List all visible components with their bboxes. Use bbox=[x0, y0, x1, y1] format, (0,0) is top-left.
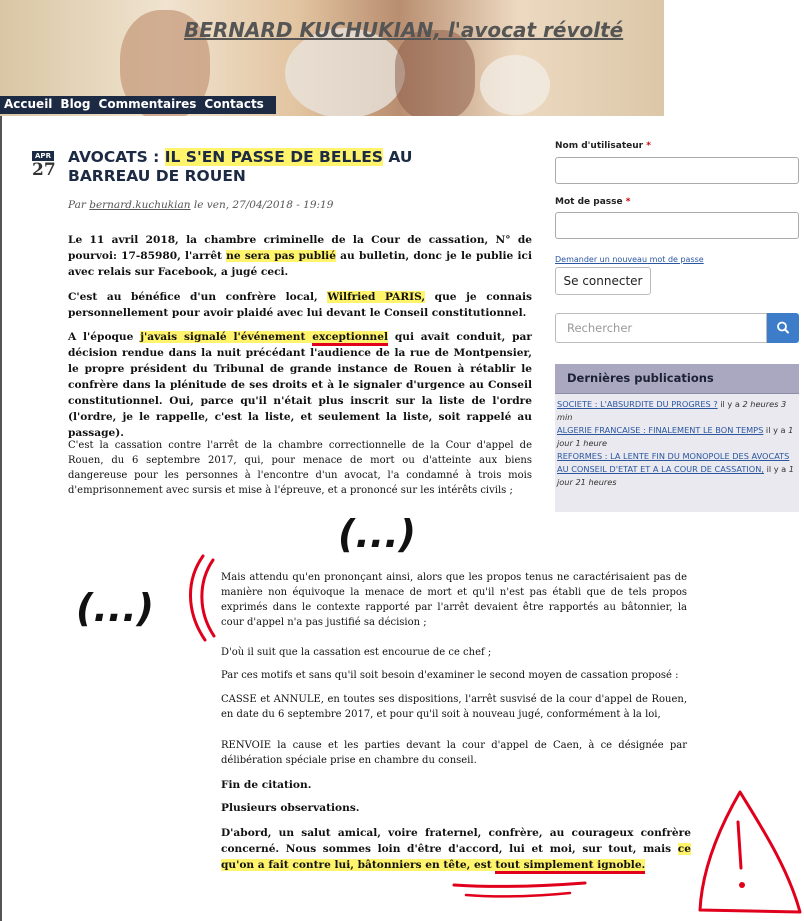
text: il y a bbox=[717, 399, 743, 409]
timestamp: 1 jour 21 heures bbox=[557, 464, 795, 487]
conclusion-paragraph bbox=[221, 825, 691, 873]
red-exclamation-dot bbox=[739, 882, 745, 888]
list-item bbox=[557, 424, 795, 450]
text: il y a bbox=[763, 425, 789, 435]
text: D'abord, un salut amical, voire fraternel, confrère, au courageux confrère concerné. Nous sommes loin d'être d'accord, lui et moi, sur tout, mais bbox=[221, 827, 691, 855]
required-mark: * bbox=[625, 197, 631, 207]
paragraph-3 bbox=[68, 329, 532, 441]
recent-post-link[interactable]: ALGERIE FRANCAISE : FINALEMENT LE BON TEMPS bbox=[557, 425, 764, 435]
date-month: APR bbox=[32, 151, 54, 161]
date-day: 27 bbox=[32, 160, 56, 180]
quote-paragraph: Fin de citation. bbox=[221, 779, 312, 791]
byline bbox=[68, 199, 333, 211]
quote-paragraph: CASSE et ANNULE, en toutes ses dispositions, l'arrêt susvisé de la cour d'appel de Rouen, en date du 6 septembre 2017, et pour qu'il soit à nouveau jugé, conformément à la loi, bbox=[221, 694, 687, 720]
username-input[interactable] bbox=[555, 157, 799, 184]
quote-paragraph: Par ces motifs et sans qu'il soit besoin d'examiner le second moyen de cassation proposé : bbox=[221, 670, 679, 681]
post-title-part: AU BARREAU DE ROUEN bbox=[68, 148, 413, 185]
highlighted-text: ce qu'on a fait contre lui, bâtonniers en tête, est bbox=[221, 843, 691, 871]
author-link[interactable]: bernard.kuchukian bbox=[89, 199, 191, 211]
main-nav bbox=[0, 96, 276, 114]
red-underline-annotation bbox=[454, 883, 585, 886]
nav-item-blog[interactable]: Blog bbox=[60, 97, 91, 111]
post-title-highlight: IL S'EN PASSE DE BELLES bbox=[164, 148, 383, 166]
banner-illustration bbox=[395, 30, 475, 116]
ellipsis-marker: (...) bbox=[338, 512, 417, 556]
site-title[interactable]: BERNARD KUCHUKIAN, l'avocat révolté bbox=[184, 18, 624, 42]
search-icon bbox=[767, 313, 799, 343]
text: Le 11 avril 2018, la chambre criminelle de la Cour de cassation, N° de pourvoi: 17-85980, l'arrêt bbox=[68, 234, 532, 262]
list-item bbox=[557, 450, 795, 489]
highlighted-text: Wilfried PARIS, bbox=[327, 291, 426, 303]
paragraph-4: C'est la cassation contre l'arrêt de la chambre correctionnelle de la Cour d'appel de Rouen, du 6 septembre 2017, qui, pour menace de mort ou d'atteinte aux biens dangereuse pour les personnes à l'encontre d'un avocat, l'a condamné à trois mois d'emprisonnement avec sursis et mise à l'épreuve, et a prononcé sur les intérêts civils ; bbox=[68, 440, 532, 496]
label-text: Nom d'utilisateur bbox=[555, 141, 644, 151]
highlighted-text: ne sera pas publié bbox=[226, 250, 336, 262]
required-mark: * bbox=[646, 141, 651, 151]
red-bracket-annotation bbox=[190, 556, 205, 640]
search-input[interactable]: Rechercher bbox=[555, 313, 767, 343]
highlighted-text: j'avais signalé l'événement bbox=[140, 331, 313, 343]
password-input[interactable] bbox=[555, 212, 799, 239]
highlighted-underlined-text: tout simplement ignoble. bbox=[495, 859, 645, 874]
post-title-part: AVOCATS : bbox=[68, 148, 165, 166]
username-label bbox=[555, 141, 651, 151]
text: au bulletin, donc je le publie ici avec relais sur Facebook, a jugé ceci. bbox=[68, 250, 532, 278]
banner-illustration bbox=[480, 55, 550, 115]
nav-item-accueil[interactable]: Accueil bbox=[4, 97, 53, 111]
byline-date: le ven, 27/04/2018 - 19:19 bbox=[190, 199, 334, 211]
recent-post-link[interactable]: SOCIETE : L'ABSURDITE DU PROGRES ? bbox=[557, 399, 718, 409]
text: qui avait conduit, par décision rendue dans la nuit précédant l'audience de la rue de Montpensier, le propre président du Tribunal de grande instance de Rouen à rétablir le confrère dans la plénitude de ses droits et à le signaler d'urgence au Conseil constitutionnel. Oui, parce qu'il n'était plus inscrit sur la liste de l'ordre (l'ordre, je le rappelle, c'est la liste, et seulement la liste, soit rappelé au passage). bbox=[68, 331, 532, 439]
recent-post-link[interactable]: REFORMES : LA LENTE FIN DU MONOPOLE DES AVOCATS AU CONSEIL D'ETAT ET A LA COUR DE CASSATION, bbox=[557, 451, 790, 474]
quote-paragraph: D'où il suit que la cassation est encourue de ce chef ; bbox=[221, 647, 492, 658]
page-border bbox=[0, 116, 2, 921]
red-underline-annotation bbox=[466, 893, 570, 896]
text: que je connais personnellement pour avoir plaidé avec lui devant le Conseil constitutionnel. bbox=[68, 291, 532, 319]
password-label bbox=[555, 197, 630, 207]
timestamp: 1 jour 1 heure bbox=[557, 425, 794, 448]
quote-paragraph: RENVOIE la cause et les parties devant la cour d'appel de Caen, à ce désignée par délibération spéciale prise en chambre du conseil. bbox=[221, 740, 687, 766]
text: il y a bbox=[763, 464, 789, 474]
red-exclamation-triangle-icon bbox=[700, 792, 800, 912]
red-exclamation-mark bbox=[738, 822, 741, 868]
label-text: Mot de passe bbox=[555, 197, 623, 207]
date-badge bbox=[32, 151, 54, 179]
search-button[interactable] bbox=[767, 313, 799, 343]
recent-posts-block bbox=[555, 364, 799, 512]
byline-prefix: Par bbox=[68, 199, 90, 211]
recent-posts-title: Dernières publications bbox=[555, 364, 799, 394]
quote-paragraph: Plusieurs observations. bbox=[221, 802, 360, 814]
header-banner bbox=[0, 0, 664, 116]
list-item bbox=[557, 398, 795, 424]
text: C'est au bénéfice d'un confrère local, bbox=[68, 291, 328, 303]
forgot-password-link[interactable]: Demander un nouveau mot de passe bbox=[555, 255, 704, 264]
nav-item-commentaires[interactable]: Commentaires bbox=[98, 97, 197, 111]
red-bracket-annotation bbox=[202, 560, 214, 636]
paragraph-2 bbox=[68, 289, 532, 321]
post-title[interactable] bbox=[68, 148, 468, 186]
login-button[interactable]: Se connecter bbox=[555, 267, 651, 295]
highlighted-underlined-text: exceptionnel bbox=[312, 331, 388, 346]
recent-posts-list bbox=[555, 394, 799, 489]
quote-paragraph: Mais attendu qu'en prononçant ainsi, alors que les propos tenus ne caractérisaient pas de manière non équivoque la menace de mort et qu'il n'est pas établi que de tels propos exprimés dans le contexte rapporté par l'arrêt devaient être rapportés au bâtonnier, la cour d'appel n'a pas justifié sa décision ; bbox=[221, 572, 687, 628]
paragraph-1 bbox=[68, 232, 532, 280]
text: A l'époque bbox=[68, 331, 141, 343]
nav-item-contacts[interactable]: Contacts bbox=[204, 97, 264, 111]
ellipsis-marker: (...) bbox=[76, 586, 155, 630]
timestamp: 2 heures 3 min bbox=[557, 399, 787, 422]
